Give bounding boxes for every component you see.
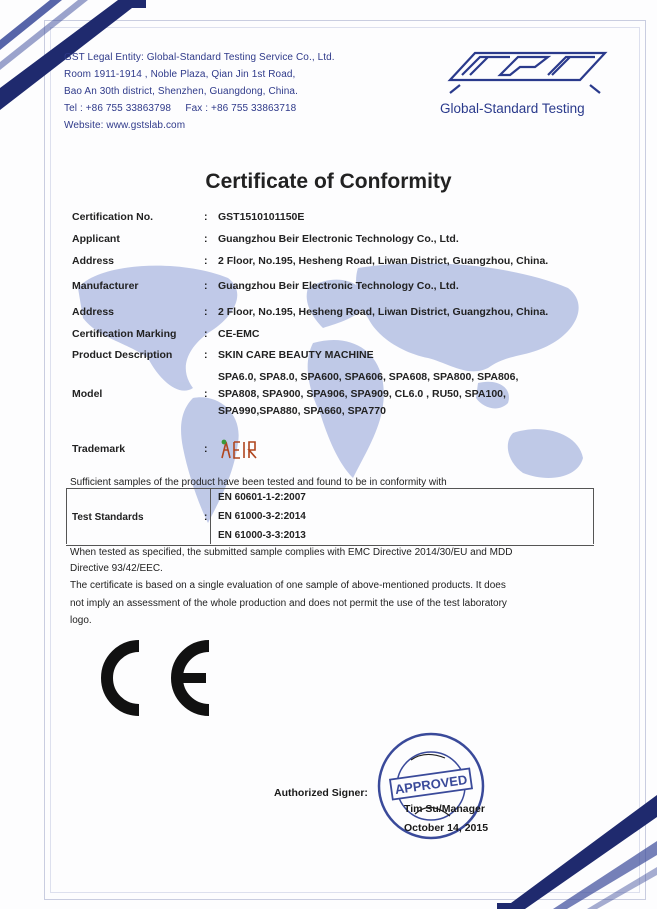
cert-no-label: Certification No. <box>72 211 154 223</box>
model-label: Model <box>72 388 103 400</box>
colon: : <box>204 388 208 400</box>
colon: : <box>204 280 208 292</box>
statement-2-line-1: The certificate is based on a single evaluation of one sample of above-mentioned products. It does <box>70 580 506 591</box>
statement-2-line-2: not imply an assessment of the whole production and does not permit the use of the test laboratory <box>70 598 507 609</box>
beir-trademark-logo <box>218 438 266 460</box>
bottom-right-stripe-decoration <box>497 795 657 909</box>
address2-label: Address <box>72 306 115 318</box>
table-divider <box>210 488 211 544</box>
legal-entity-text: GST Legal Entity: Global-Standard Testing Service Co., Ltd. <box>64 52 335 63</box>
authorized-signer-label: Authorized Signer: <box>274 787 368 799</box>
model-value-line-1: SPA6.0, SPA8.0, SPA600, SPA606, SPA608, SPA800, SPA806, <box>218 371 519 383</box>
address-value: 2 Floor, No.195, Hesheng Road, Liwan District, Guangzhou, China. <box>218 255 549 267</box>
marking-label: Certification Marking <box>72 328 177 340</box>
table-border-left <box>66 488 67 544</box>
colon: : <box>204 233 208 245</box>
model-value-line-2: SPA808, SPA900, SPA906, SPA909, CL6.0 , RU50, SPA100, <box>218 388 506 400</box>
statement-1-line-2: Directive 93/42/EEC. <box>70 563 163 574</box>
standard-item-3: EN 61000-3-3:2013 <box>218 530 306 541</box>
sign-date: October 14, 2015 <box>404 822 489 834</box>
trademark-label: Trademark <box>72 443 126 455</box>
address2-value: 2 Floor, No.195, Hesheng Road, Liwan District, Guangzhou, China. <box>218 306 549 318</box>
colon: : <box>204 255 208 267</box>
address-line-2: Bao An 30th district, Shenzhen, Guangdong, China. <box>64 86 298 97</box>
colon: : <box>204 306 208 318</box>
model-value-line-3: SPA990,SPA880, SPA660, SPA770 <box>218 405 386 417</box>
tel-fax-text: Tel : +86 755 33863798 Fax : +86 755 33863718 <box>64 103 297 114</box>
stamp-center-text: APPROVED <box>393 771 469 797</box>
address-label: Address <box>72 255 115 267</box>
colon: : <box>204 443 208 455</box>
test-standards-table <box>66 488 594 546</box>
marking-value: CE-EMC <box>218 328 260 340</box>
colon: : <box>204 349 208 361</box>
gst-logo-text: Global-Standard Testing <box>440 101 585 116</box>
colon: : <box>204 211 208 223</box>
applicant-label: Applicant <box>72 233 120 245</box>
website-text: Website: www.gstslab.com <box>64 120 186 131</box>
manufacturer-value: Guangzhou Beir Electronic Technology Co., Ltd. <box>218 280 459 292</box>
standard-item-2: EN 61000-3-2:2014 <box>218 511 306 522</box>
statement-1-line-1: When tested as specified, the submitted sample complies with EMC Directive 2014/30/EU and MDD <box>70 547 513 558</box>
manufacturer-label: Manufacturer <box>72 280 139 292</box>
sufficient-samples-text: Sufficient samples of the product have been tested and found to be in conformity with <box>70 477 447 488</box>
standard-item-1: EN 60601-1-2:2007 <box>218 492 306 503</box>
ce-mark-icon <box>84 638 219 718</box>
address-line-1: Room 1911-1914 , Noble Plaza, Qian Jin 1st Road, <box>64 69 296 80</box>
signer-name: Tim Su/Manager <box>404 803 485 815</box>
certificate-title: Certificate of Conformity <box>205 170 452 193</box>
applicant-value: Guangzhou Beir Electronic Technology Co., Ltd. <box>218 233 459 245</box>
colon: : <box>204 328 208 340</box>
test-standards-label: Test Standards <box>72 512 144 523</box>
cert-no-value: GST1510101150E <box>218 211 305 223</box>
product-label: Product Description <box>72 349 173 361</box>
statement-2-line-3: logo. <box>70 615 92 626</box>
product-value: SKIN CARE BEAUTY MACHINE <box>218 349 374 361</box>
table-border-right <box>593 488 594 544</box>
colon: : <box>204 512 208 523</box>
